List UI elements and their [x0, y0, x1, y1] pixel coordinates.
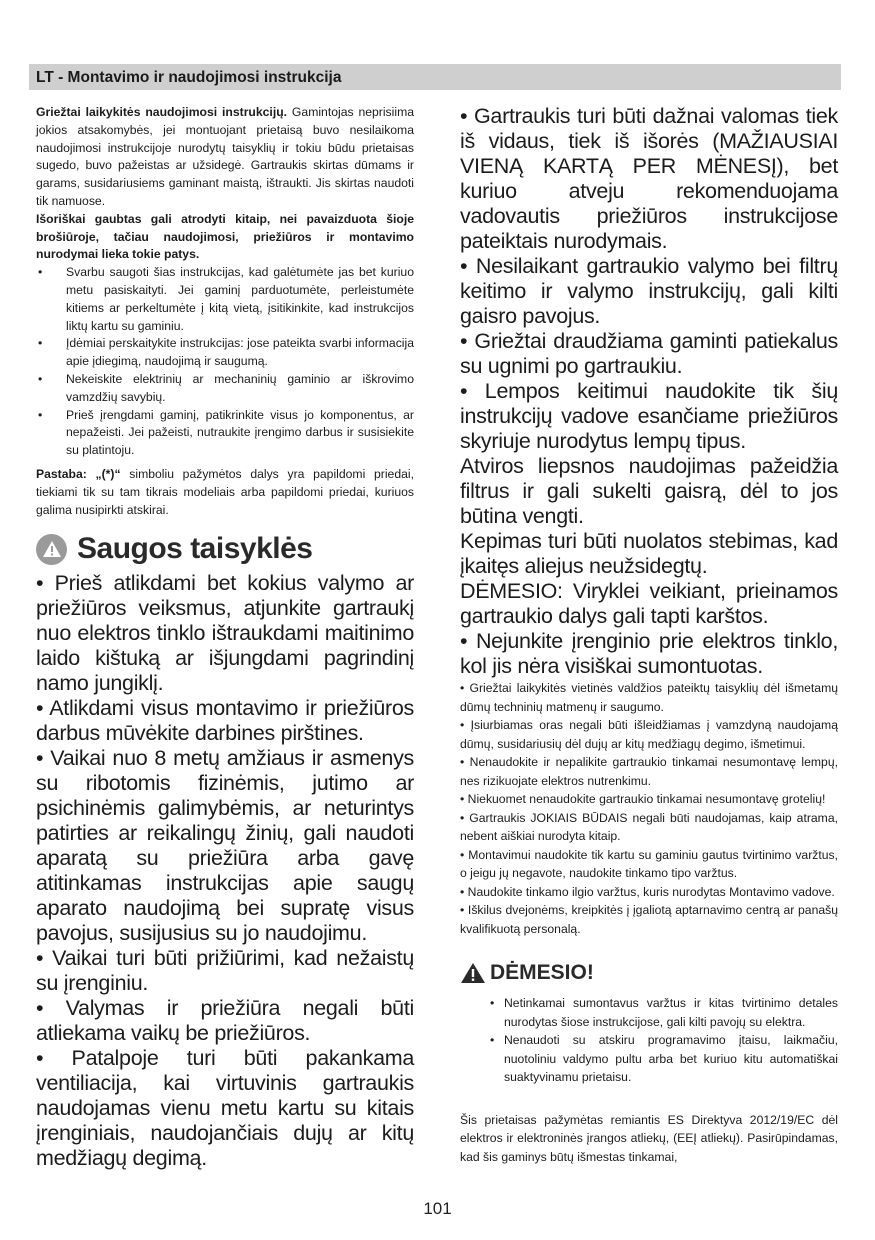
safety-rule: • Vaikai turi būti prižiūrimi, kad nežaistų su įrenginiu. [36, 946, 414, 996]
safety-section-heading [36, 527, 414, 571]
safety-rule: • Atlikdami visus montavimo ir priežiūros darbus mūvėkite darbines pirštines. [36, 696, 414, 746]
intro-bold: Griežtai laikykitės naudojimosi instrukcijų. [36, 105, 288, 119]
safety-rules-left [36, 571, 414, 1171]
warning-circle-icon [36, 534, 67, 565]
accessory-note [36, 466, 414, 519]
small-rules-list [460, 679, 838, 938]
safety-rules-right [460, 104, 838, 679]
list-item: • Netinkamai sumontavus varžtus ir kitas tvirtinimo detales nurodytas šiose instrukcijose, gali kilti pavojų su elektra. [460, 994, 838, 1031]
page-number: 101 [423, 1199, 452, 1218]
note-label: Pastaba: „(*)“ [36, 466, 121, 481]
list-item: • Iškilus dvejonėms, kreipkitės į įgaliotą aptarnavimo centrą ar panašų kvalifikuotą personalą. [460, 903, 838, 936]
note-text: simboliu pažymėtos dalys yra papildomi priedai, tiekiami tik su tam tikrais modeliais arba papildomi priedai, kuriuos galima nusipirkti atskirai. [36, 466, 414, 517]
appearance-note-text: Išoriškai gaubtas gali atrodyti kitaip, nei pavaizduota šioje brošiūroje, tačiau naudojimosi, priežiūros ir montavimo nurodymai lieka tokie patys. [36, 211, 414, 262]
intro-text: Gamintojas neprisiima jokios atsakomybės, jei montuojant prietaisą buvo nesilaikoma naudojimosi instrukcijoje nurodytų taisyklių ir tokiu būdu prietaisas sugedo, buvo pažeistas ar užsidegė. Gartraukis skirtas dūmams ir garams, susidariusiems gaminant maistą, ištraukti. Jis skirtas naudoti tik namuose. [36, 105, 414, 208]
list-item: • Prieš įrengdami gaminį, patikrinkite visus jo komponentus, ar nepažeisti. Jei pažeisti, nutraukite įrengimo darbus ir susisiekite su platintoju. [36, 407, 414, 460]
safety-rule: Atviros liepsnos naudojimas pažeidžia filtrus ir gali sukelti gaisrą, dėl to jos būtina vengti. [460, 454, 838, 528]
safety-rule: Kepimas turi būti nuolatos stebimas, kad įkaitęs aliejus neužsidegtų. [460, 529, 838, 578]
safety-rule: • Gartraukis turi būti dažnai valomas tiek iš vidaus, tiek iš išorės (MAŽIAUSIAI VIENĄ KARTĄ PER MĖNESĮ), bet kuriuo atveju rekomenduojama vadovautis priežiūros instrukcijose pateiktais nurodymais. [460, 104, 838, 253]
left-column [36, 104, 414, 1171]
safety-rule: • Valymas ir priežiūra negali būti atliekama vaikų be priežiūros. [36, 996, 414, 1046]
safety-rule: • Patalpoje turi būti pakankama ventiliacija, kai virtuvinis gartraukis naudojamas vienu metu kartu su kitais įrenginiais, naudojančiais dujų ar kitų medžiagų degimą. [36, 1046, 414, 1171]
right-column [460, 104, 838, 1166]
list-item: • Montavimui naudokite tik kartu su gaminiu gautus tvirtinimo varžtus, o jeigu jų negavote, naudokite tinkamo tipo varžtus. [460, 847, 838, 880]
list-item: • Naudokite tinkamo ilgio varžtus, kuris nurodytas Montavimo vadove. [460, 884, 835, 899]
safety-rule: • Prieš atlikdami bet kokius valymo ar priežiūros veiksmus, atjunkite gartraukį nuo elektros tinklo ištraukdami maitinimo laido kištuką ar išjungdami pagrindinį namo jungiklį. [36, 571, 414, 696]
attention-bullet-list [460, 994, 838, 1087]
attention-title: DĖMESIO! [490, 961, 594, 984]
list-item: • Gartraukis JOKIAIS BŪDAIS negali būti naudojamas, kaip atrama, nebent aiškiai nurodyta kitaip. [460, 810, 838, 843]
safety-rule: • Nesilaikant gartraukio valymo bei filtrų keitimo ir valymo instrukcijų, gali kilti gaisro pavojus. [460, 254, 838, 328]
section-title: Saugos taisyklės [77, 532, 313, 566]
intro-bullet-list [36, 264, 414, 460]
list-item: • Griežtai laikykitės vietinės valdžios pateiktų taisyklių dėl išmetamų dūmų techninių matmenų ir saugumo. [460, 681, 838, 714]
warning-triangle-icon [460, 962, 486, 984]
safety-rule: • Vaikai nuo 8 metų amžiaus ir asmenys su ribotomis fizinėmis, jutimo ar psichinėmis galimybėmis, ar neturintys patirties ar reikalingų žinių, gali naudoti aparatą su priežiūra arba gavę atitinkamas instrukcijas apie saugų aparato naudojimą bei supratę visus pavojus, susijusius su jo naudojimu. [36, 746, 414, 946]
list-item: • Nenaudokite ir nepalikite gartraukio tinkamai nesumontavę lempų, nes rizikuojate elektros nutrenkimu. [460, 755, 838, 788]
safety-rule: • Nejunkite įrenginio prie elektros tinklo, kol jis nėra visiškai sumontuotas. [460, 629, 838, 678]
safety-rule: • Griežtai draudžiama gaminti patiekalus su ugnimi po gartraukiu. [460, 329, 838, 378]
page-header: LT - Montavimo ir naudojimosi instrukcija [29, 64, 841, 90]
list-item: • Nekeiskite elektrinių ar mechaninių gaminio ar iškrovimo vamzdžių savybių. [36, 371, 414, 407]
list-item: • Įsiurbiamas oras negali būti išleidžiamas į vamzdyną naudojamą dūmų, susidariusių dėl dujų ar kitų medžiagų degimo, išmetimui. [460, 718, 838, 751]
list-item: • Svarbu saugoti šias instrukcijas, kad galėtumėte jas bet kuriuo metu pasiskaityti. Jei gaminį parduotumėte, perleistumėte kitiems ar perkeltumėte į kitą vietą, įsitikinkite, kad instrukcijos liktų kartu su gaminiu. [36, 264, 414, 335]
intro-paragraph [36, 104, 414, 211]
safety-rule: DĖMESIO: Viryklei veikiant, prieinamos gartraukio dalys gali tapti karštos. [460, 579, 838, 628]
weee-paragraph: Šis prietaisas pažymėtas remiantis ES Direktyva 2012/19/EC dėl elektros ir elektroninės įrangos atliekų, (EEĮ atliekų). Pasirūpindamas, kad šis gaminys būtų išmestas tinkamai, [460, 1112, 838, 1164]
list-item: • Nenaudoti su atskiru programavimo įtaisu, laikmačiu, nuotoliniu valdymo pultu arba bet kuriuo kitu automatiškai suaktyvinamu prietaisu. [460, 1031, 838, 1087]
safety-rule: • Lempos keitimui naudokite tik šių instrukcijų vadove esančiame priežiūros skyriuje nurodytus lempų tipus. [460, 379, 838, 453]
list-item: • Niekuomet nenaudokite gartraukio tinkamai nesumontavę grotelių! [460, 792, 826, 806]
attention-heading [460, 958, 838, 988]
appearance-note [36, 211, 414, 264]
list-item: • Įdėmiai perskaitykite instrukcijas: jose pateikta svarbi informacija apie įdiegimą, naudojimą ir saugumą. [36, 335, 414, 371]
